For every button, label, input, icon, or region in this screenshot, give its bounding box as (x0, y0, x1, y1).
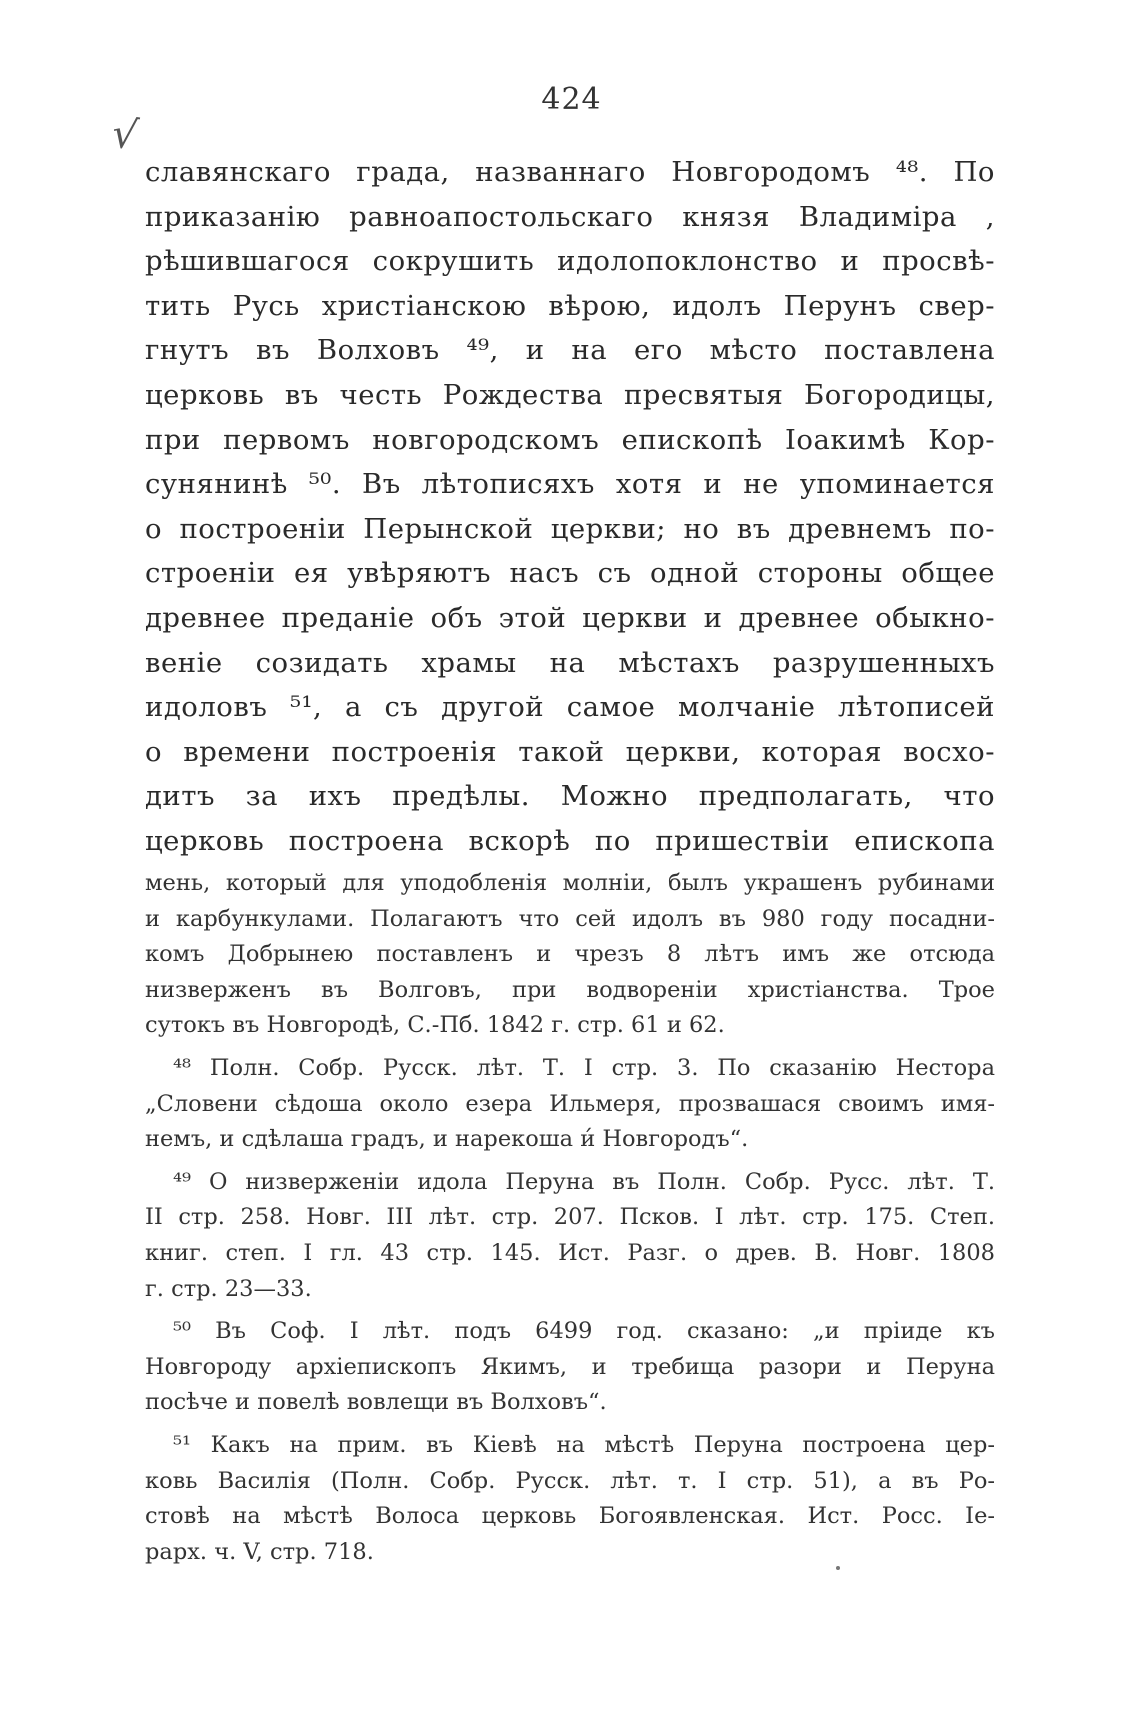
text-line: церковь построена вскорѣ по пришествіи епископа (145, 824, 995, 857)
footnote-line: мень, который для уподобленія молніи, былъ украшенъ рубинами (145, 870, 995, 896)
footnote-51 (145, 1428, 995, 1570)
text-line: славянскаго града, названнаго Новгородомъ ⁴⁸. По (145, 156, 995, 188)
footnote-line: г. стр. 23—33. (145, 1275, 312, 1302)
text-line: веніе созидать храмы на мѣстахъ разрушенныхъ (145, 646, 995, 679)
footnote-48 (145, 1051, 995, 1158)
text-line: древнее преданіе объ этой церкви и древнее обыкно- (145, 601, 995, 634)
stray-dot (836, 1566, 840, 1570)
footnote-line: и карбункулами. Полагаютъ что сей идолъ въ 980 году посадни- (145, 905, 995, 932)
text-line: при первомъ новгородскомъ епископѣ Іоакимѣ Кор- (145, 423, 995, 456)
footnote-line: ⁵⁰ Въ Соф. I лѣт. подъ 6499 год. сказано: „и пріиде къ (173, 1318, 995, 1345)
footnote-49 (145, 1165, 995, 1307)
footnote-line: Новгороду архіепископъ Якимъ, и требища разори и Перуна (145, 1353, 995, 1380)
text-line: о построеніи Перынской церкви; но въ древнемъ по- (145, 512, 995, 545)
margin-checkmark: √ (108, 110, 141, 160)
footnote-line: II стр. 258. Новг. III лѣт. стр. 207. Псков. I лѣт. стр. 175. Степ. (145, 1204, 995, 1231)
main-text (145, 150, 995, 864)
footnote-line: комъ Добрынею поставленъ и чрезъ 8 лѣтъ имъ же отсюда (145, 941, 995, 968)
footnote-line: „Словени сѣдоша около езера Ильмеря, прозвашася своимъ имя- (145, 1090, 995, 1117)
text-line: дитъ за ихъ предѣлы. Можно предполагать, что (145, 780, 995, 813)
text-line: сунянинѣ ⁵⁰. Въ лѣтописяхъ хотя и не упоминается (145, 468, 995, 501)
footnotes (145, 866, 995, 1577)
text-line: гнутъ въ Волховъ ⁴⁹, и на его мѣсто поставлена (145, 334, 995, 367)
footnote-line: низверженъ въ Волговъ, при водвореніи христіанства. Трое (145, 976, 995, 1003)
text-line: рѣшившагося сокрушить идолопоклонство и просвѣ- (145, 245, 995, 278)
footnote-continuation (145, 866, 995, 1044)
footnote-line: сутокъ въ Новгородѣ, С.-Пб. 1842 г. стр. 61 и 62. (145, 1012, 725, 1039)
text-line: идоловъ ⁵¹, а съ другой самое молчаніе лѣтописей (145, 691, 995, 724)
text-line: приказанію равноапостольскаго князя Владиміра , (145, 200, 995, 233)
footnote-line: немъ, и сдѣлаша градъ, и нарекоша и́ Новгородъ“. (145, 1126, 749, 1153)
footnote-line: ковь Василія (Полн. Собр. Русск. лѣт. т. I стр. 51), а въ Ро- (145, 1467, 995, 1494)
footnote-50 (145, 1314, 995, 1421)
page-number: 424 (541, 82, 602, 117)
footnote-line: рарх. ч. V, стр. 718. (145, 1538, 374, 1565)
footnote-line: ⁴⁸ Полн. Собр. Русск. лѣт. Т. I стр. 3. По сказанію Нестора (173, 1054, 995, 1081)
footnote-line: стовѣ на мѣстѣ Волоса церковь Богоявленская. Ист. Росс. Ie- (145, 1503, 995, 1530)
text-line: о времени построенія такой церкви, которая восхо- (145, 735, 995, 768)
text-line: церковь въ честь Рождества пресвятыя Богородицы, (145, 378, 995, 411)
text-line: строеніи ея увѣряютъ насъ съ одной стороны общее (145, 557, 995, 590)
footnote-line: ⁵¹ Какъ на прим. въ Кіевѣ на мѣстѣ Перуна построена цер- (173, 1431, 995, 1458)
footnote-line: ⁴⁹ О низверженіи идола Перуна въ Полн. Собр. Русс. лѣт. Т. (173, 1168, 995, 1195)
text-line: тить Русь христіанскою вѣрою, идолъ Перунъ свер- (145, 289, 995, 322)
footnote-line: книг. степ. I гл. 43 стр. 145. Ист. Разг. о древ. В. Новг. 1808 (145, 1239, 995, 1266)
footnote-line: посѣче и повелѣ вовлещи въ Волховъ“. (145, 1389, 607, 1416)
